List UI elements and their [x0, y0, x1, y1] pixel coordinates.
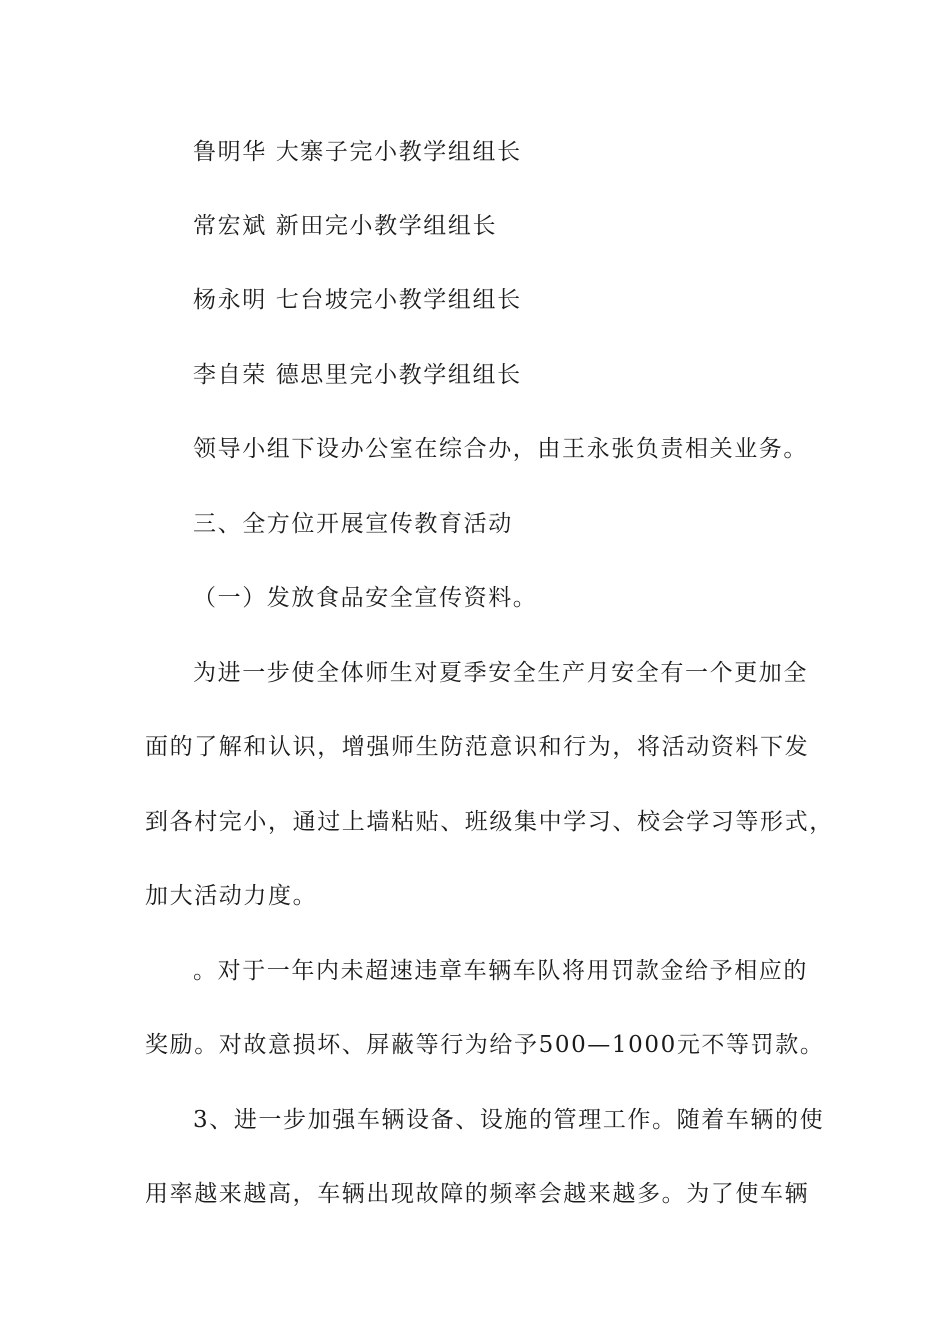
member-line-li: 李自荣 德思里完小教学组组长 [193, 362, 522, 388]
section-heading: 三、全方位开展宣传教育活动 [193, 511, 513, 537]
paragraph-line: 到各村完小，通过上墙粘贴、班级集中学习、校会学习等形式， [145, 809, 834, 835]
paragraph-line: 。对于一年内未超速违章车辆车队将用罚款金给予相应的 [193, 958, 808, 984]
paragraph-line: 加大活动力度。 [145, 883, 318, 909]
member-line-yang: 杨永明 七台坡完小教学组组长 [193, 287, 522, 313]
member-line-lu: 鲁明华 大寨子完小教学组组长 [193, 139, 522, 165]
paragraph-line: 3、进一步加强车辆设备、设施的管理工作。随着车辆的使 [193, 1107, 825, 1133]
paragraph-line: 用率越来越高，车辆出现故障的频率会越来越多。为了使车辆 [145, 1181, 810, 1207]
office-note-line: 领导小组下设办公室在综合办，由王永张负责相关业务。 [193, 436, 808, 462]
subsection-heading: （一）发放食品安全宣传资料。 [193, 585, 538, 611]
paragraph-line: 面的了解和认识，增强师生防范意识和行为，将活动资料下发 [145, 734, 810, 760]
paragraph-line: 为进一步使全体师生对夏季安全生产月安全有一个更加全 [193, 660, 808, 686]
paragraph-line: 奖励。对故意损坏、屏蔽等行为给予500—1000元不等罚款。 [145, 1032, 825, 1058]
member-line-chang: 常宏斌 新田完小教学组组长 [193, 213, 498, 239]
